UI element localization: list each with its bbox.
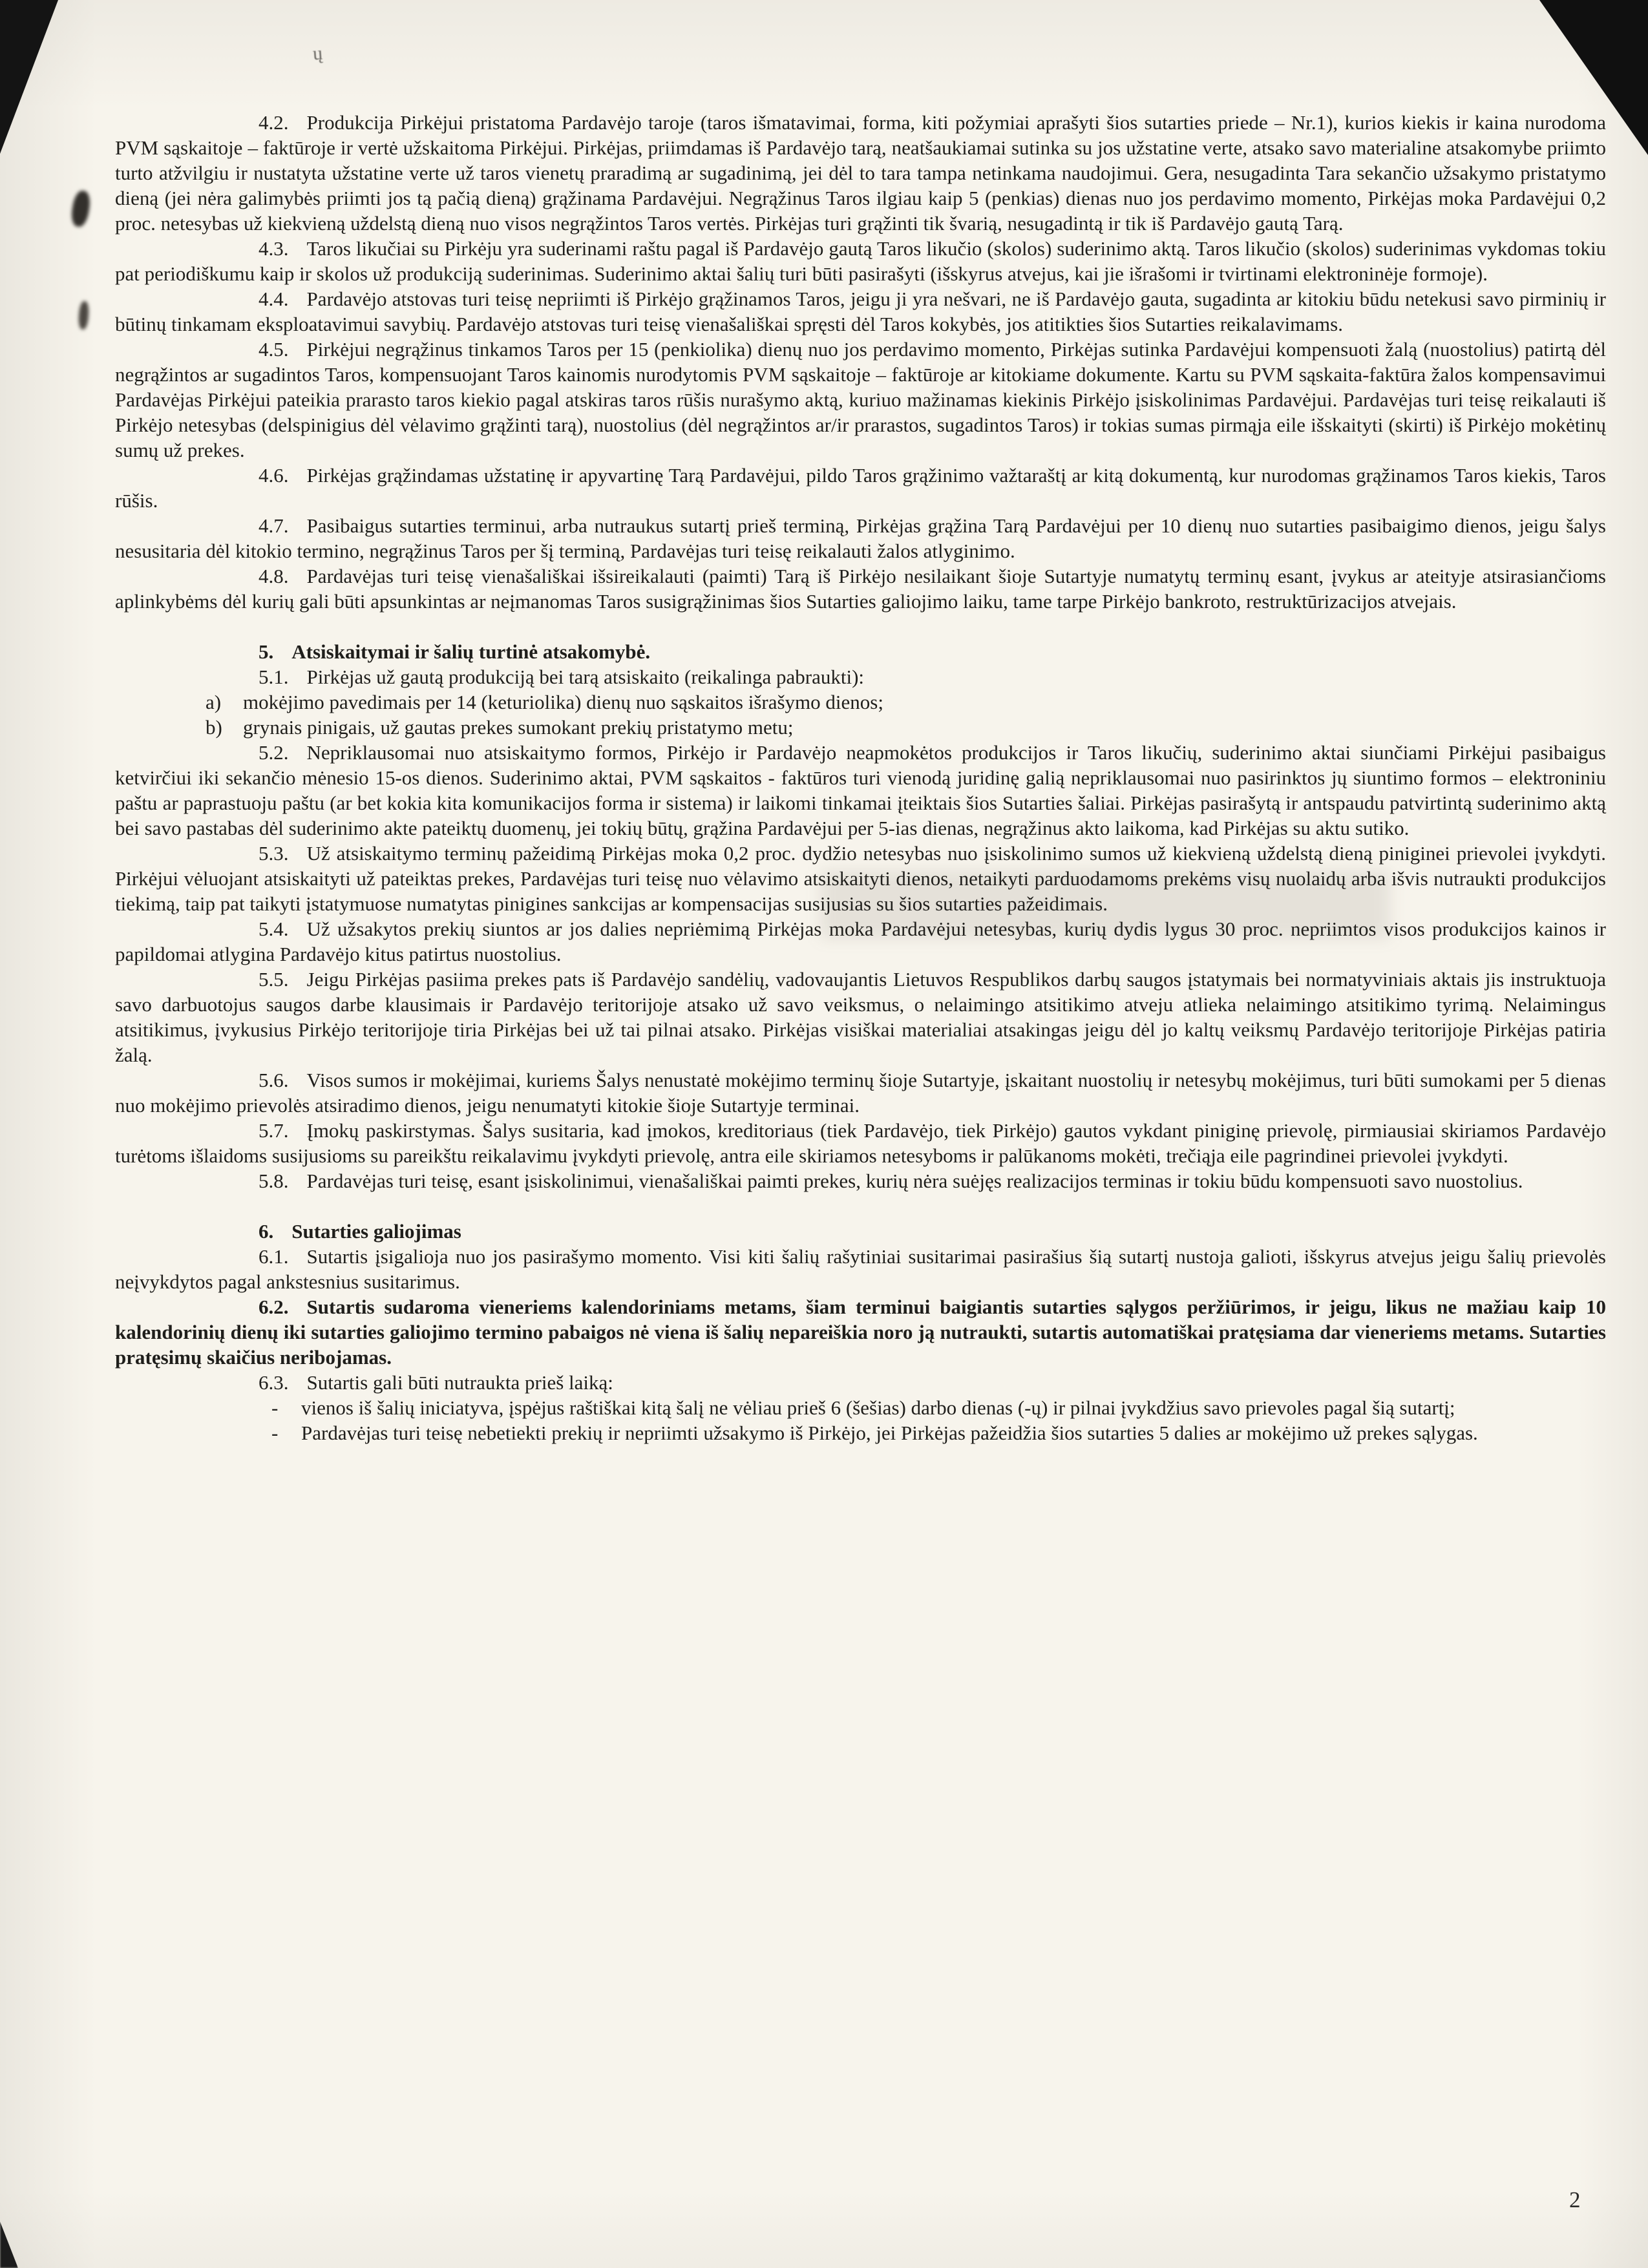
clause-4-8 [115, 563, 1606, 614]
clause-5-8 [115, 1168, 1606, 1193]
payment-option-a [206, 689, 1606, 715]
clause-number: 5.8. [259, 1170, 289, 1192]
clause-5-3 [115, 841, 1606, 916]
clause-text: Jeigu Pirkėjas pasiima prekes pats iš Pardavėjo sandėlių, vadovaujantis Lietuvos Respublikos darbų saugos įstatymais bei normatyviniais aktais jis instruktuoja savo darbuotojus saugos darbe klausimais ir Pardavėjo teritorijoje atsako už savo veiksmus, o nelaimingo atsitikimo atveju atlieka nelaimingo atsitikimo tyrimą. Nelaimingus atsitikimus, įvykusius Pirkėjo teritorijoje tiria Pirkėjas bei už tai pilnai atsako. Pirkėjas visiškai materialiai atsakingas jeigu dėl jo kaltų veiksmų Pardavėjo teritorijoje Pirkėjas patiria žalą. [115, 968, 1606, 1066]
list-marker: - [271, 1396, 279, 1419]
clause-number: 4.5. [259, 338, 289, 361]
clause-4-6 [115, 463, 1606, 513]
section-number: 6. [259, 1220, 274, 1243]
clause-5-7 [115, 1118, 1606, 1168]
clause-text: Visos sumos ir mokėjimai, kuriems Šalys nenustatė mokėjimo terminų šioje Sutartyje, įskaitant nuostolių ir netesybų mokėjimus, turi būti sumokami per 5 dienas nuo mokėjimo prievolės atsiradimo dienos, jeigu nenumatyti kitokie šioje Sutartyje terminai. [115, 1069, 1606, 1117]
clause-text: Nepriklausomai nuo atsiskaitymo formos, Pirkėjo ir Pardavėjo neapmokėtos produkcijos ir Taros likučių, suderinimo aktai siunčiami Pirkėjui pasibaigus ketvirčiui iki sekančio mėnesio 15-os dienos. Suderinimo aktai, PVM sąskaitos - faktūros turi vienodą juridinę galią nepriklausomai nuo pasirinktos jų siuntimo formos – elektroniniu paštu ar paprastuoju paštu (ar bet kokia kita komunikacijos forma ir sistema) ir laikomi tinkamai įteiktais šios Sutarties šaliai. Pirkėjas pasirašytą ir antspaudu patvirtintą suderinimo aktą bei savo pastabas dėl suderinimo akte pateiktų duomenų, jei tokių būtų, grąžina Pardavėjui per 5-ias dienas, negrąžinus akto laikoma, kad Pirkėjas su aktu sutiko. [115, 741, 1606, 839]
clause-5-5 [115, 967, 1606, 1067]
clause-number: 4.3. [259, 237, 289, 260]
termination-condition-1 [271, 1395, 1606, 1420]
clause-number: 4.4. [259, 288, 289, 310]
section-title: Atsiskaitymai ir šalių turtinė atsakomybė. [291, 640, 651, 663]
clause-number: 4.7. [259, 514, 289, 537]
scan-artifact-smudge [78, 301, 89, 330]
clause-text: Taros likučiai su Pirkėju yra suderinami raštu pagal iš Pardavėjo gautą Taros likučio (skolos) suderinimo aktą. Taros likučio (skolos) suderinimas vykdomas tokiu pat periodiškumu kaip ir skolos už produkciją suderinimas. Suderinimo aktai šalių turi būti pasirašyti (išskyrus atvejus, kai jie išrašomi ir tvirtinami elektroninėje formoje). [115, 237, 1606, 285]
clause-number: 4.6. [259, 464, 289, 487]
list-marker: b) [206, 716, 222, 739]
list-item-text: Pardavėjas turi teisę nebetiekti prekių ir nepriimti užsakymo iš Pirkėjo, jei Pirkėjas pažeidžia šios sutarties 5 dalies ar mokėjimo už prekes sąlygas. [301, 1422, 1478, 1444]
clause-number: 5.2. [259, 741, 289, 764]
section-number: 5. [259, 640, 274, 663]
clause-4-5 [115, 337, 1606, 463]
clause-4-7 [115, 513, 1606, 563]
clause-number: 5.7. [259, 1119, 289, 1142]
list-item-text: mokėjimo pavedimais per 14 (keturiolika) dienų nuo sąskaitos išrašymo dienos; [243, 691, 883, 713]
clause-text: Pardavėjas turi teisę vienašališkai išsireikalauti (paimti) Tarą iš Pirkėjo nesilaikant šioje Sutartyje numatytų terminų esant, įvykus ar ateityje atsirasiančioms aplinkybėms dėl kurių gali būti apsunkintas ar neįmanomas Taros susigrąžinimas šios Sutarties galiojimo laiku, tame tarpe Pirkėjo bankroto, restruktūrizacijos atvejais. [115, 565, 1606, 613]
clause-text: Įmokų paskirstymas. Šalys susitaria, kad įmokos, kreditoriaus (tiek Pardavėjo, tiek Pirkėjo) gautos vykdant piniginę prievolę, pirmiausiai skiriamos Pardavėjo turėtoms išlaidoms susijusioms su pareikštu reikalavimu įvykdyti prievolę, antra eile skiriamos netesyboms ir palūkanoms mokėti, trečiąja eile pagrindinei prievolei įvykdyti. [115, 1119, 1606, 1167]
clause-5-4 [115, 916, 1606, 967]
clause-text: Produkcija Pirkėjui pristatoma Pardavėjo taroje (taros išmatavimai, forma, kiti požymiai aprašyti šios sutarties priede – Nr.1), kurios kiekis ir kaina nurodoma PVM sąskaitoje – faktūroje ir vertė užskaitoma Pirkėjui. Pirkėjas, priimdamas iš Pardavėjo tarą, neatšaukiamai sutinka su jos užstatine verte, atsako savo materialine atsakomybe priimto turto atžvilgiu ir nustatyta užstatine verte už taros vienetų praradimą ar sugadinimą, jei dėl to tara tampa netinkama naudojimui. Gera, nesugadinta Tara sekančio užsakymo pristatymo dieną (jei nėra galimybės priimti jos tą pačią dieną) grąžinama Pardavėjui. Negrąžinus Taros ilgiau kaip 5 (penkias) dienas nuo jos perdavimo momento, Pirkėjas moka Pardavėjui 0,2 proc. netesybas už kiekvieną uždelstą dieną nuo visos negrąžintos Taros vertės. Pirkėjas turi grąžinti tik švarią, nesugadintą ir tik iš Pardavėjo gautą Tarą. [115, 111, 1606, 235]
clause-text: Pirkėjas už gautą produkciją bei tarą atsiskaito (reikalinga pabraukti): [306, 666, 865, 688]
clause-number: 6.3. [259, 1371, 289, 1394]
section-heading-5 [115, 639, 1606, 664]
clause-6-3 [115, 1370, 1606, 1395]
contract-body [115, 110, 1606, 1445]
clause-4-3 [115, 236, 1606, 286]
section-title: Sutarties galiojimas [291, 1220, 461, 1243]
clause-text: Pasibaigus sutarties terminui, arba nutraukus sutartį prieš terminą, Pirkėjas grąžina Tarą Pardavėjui per 10 dienų nuo sutarties pasibaigimo dienos, jeigu šalys nesusitaria dėl kitokio termino, negrąžinus Taros per šį terminą, Pardavėjas turi teisę reikalauti žalos atlyginimo. [115, 514, 1606, 562]
list-item-text: grynais pinigais, už gautas prekes sumokant prekių pristatymo metu; [243, 716, 794, 739]
page-number: 2 [1569, 2187, 1581, 2212]
list-item-text: vienos iš šalių iniciatyva, įspėjus raštiškai kitą šalį ne vėliau prieš 6 (šešias) darbo dienas (-ų) ir pilnai įvykdžius savo prievoles pagal šią sutartį; [301, 1396, 1455, 1419]
clause-number: 5.4. [259, 918, 289, 940]
clause-5-2 [115, 740, 1606, 841]
clause-6-1 [115, 1244, 1606, 1294]
clause-5-1 [115, 664, 1606, 689]
termination-condition-2 [271, 1420, 1606, 1445]
list-marker: a) [206, 691, 222, 713]
clause-text: Pirkėjui negrąžinus tinkamos Taros per 15 (penkiolika) dienų nuo jos perdavimo momento, Pirkėjas sutinka Pardavėjui kompensuoti žalą (nuostolius) patirtą dėl negrąžintos ar sugadintos Taros, kompensuojant Taros kainomis nurodytomis PVM sąskaitoje – faktūroje ar kitokiame dokumente. Kartu su PVM sąskaita-faktūra žalos kompensavimui Pardavėjas Pirkėjui pateikia prarasto taros kiekio pagal atskiras taros rūšis nurašymo aktą, kuriuo mažinamas kiekinis Pirkėjo įsiskolinimas Pardavėjui. Pardavėjas turi teisę reikalauti iš Pirkėjo netesybas (delspinigius dėl vėlavimo grąžinti tarą), nuostolius (dėl negrąžintos ar/ir prarastos, sugadintos Taros) ir tokias sumas pirmąja eile išskaityti (skirti) iš Pirkėjo mokėtinų sumų už prekes. [115, 338, 1606, 461]
clause-number: 6.2. [259, 1296, 289, 1318]
clause-text: Už užsakytos prekių siuntos ar jos dalies nepriėmimą Pirkėjas moka Pardavėjui netesybas, kurių dydis lygus 30 proc. nepriimtos visos produkcijos kainos ir papildomai atlygina Pardavėjo kitus patirtus nuostolius. [115, 918, 1606, 965]
clause-number: 4.2. [259, 111, 289, 134]
clause-number: 5.6. [259, 1069, 289, 1091]
clause-6-2 [115, 1294, 1606, 1370]
clause-4-4 [115, 286, 1606, 337]
scan-artifact-corner-bottom-left [0, 2221, 18, 2268]
scan-artifact-glyph: ų [312, 42, 324, 65]
clause-number: 5.3. [259, 842, 289, 865]
clause-number: 5.1. [259, 666, 289, 688]
clause-text: Sutartis gali būti nutraukta prieš laiką: [306, 1371, 613, 1394]
list-marker: - [271, 1422, 279, 1444]
clause-text: Pirkėjas grąžindamas užstatinę ir apyvartinę Tarą Pardavėjui, pildo Taros grąžinimo važtaraštį ar kitą dokumentą, kur nurodomas grąžinamos Taros kiekis, Taros rūšis. [115, 464, 1606, 512]
clause-number: 6.1. [259, 1245, 289, 1268]
clause-text: Už atsiskaitymo terminų pažeidimą Pirkėjas moka 0,2 proc. dydžio netesybas nuo įsiskolinimo sumos už kiekvieną uždelstą dieną piniginei prievolei įvykdyti. Pirkėjui vėluojant atsiskaityti už pateiktas prekes, Pardavėjas turi teisę nuo vėlavimo atsiskaityti dienos, netaikyti parduodamoms prekėms visų nuolaidų arba išvis nutraukti produkcijos tiekimą, taip pat taikyti įstatymuose numatytas pinigines sankcijas ar kompensacijas susijusias su šios sutarties pažeidimais. [115, 842, 1606, 915]
section-heading-6 [115, 1219, 1606, 1244]
clause-4-2 [115, 110, 1606, 236]
payment-option-b [206, 715, 1606, 740]
clause-text: Pardavėjas turi teisę, esant įsiskolinimui, vienašališkai paimti prekes, kurių nėra suėjęs realizacijos terminas ir tokiu būdu kompensuoti savo nuostolius. [306, 1170, 1523, 1192]
clause-text: Sutartis sudaroma vieneriems kalendoriniams metams, šiam terminui baigiantis sutarties sąlygos peržiūrimos, ir jeigu, likus ne mažiau kaip 10 kalendorinių dienų iki sutarties galiojimo termino pabaigos nė viena iš šalių nepareiškia noro ją nutraukti, sutartis automatiškai pratęsiama dar vieneriems metams. Sutarties pratęsimų skaičius neribojamas. [115, 1296, 1606, 1369]
scan-artifact-smudge [70, 189, 92, 227]
clause-number: 5.5. [259, 968, 289, 991]
clause-number: 4.8. [259, 565, 289, 587]
clause-5-6 [115, 1067, 1606, 1118]
scan-artifact-corner-top-left [0, 0, 58, 154]
clause-text: Sutartis įsigalioja nuo jos pasirašymo momento. Visi kiti šalių rašytiniai susitarimai pasirašius šią sutartį nustoja galioti, išskyrus atvejus jeigu šalių prievolės neįvykdytos pagal ankstesnius susitarimus. [115, 1245, 1606, 1293]
clause-text: Pardavėjo atstovas turi teisę nepriimti iš Pirkėjo grąžinamos Taros, jeigu ji yra nešvari, ne iš Pardavėjo gauta, sugadinta ar kitokiu būdu netekusi savo pirminių ir būtinų tinkamam eksploatavimui savybių. Pardavėjo atstovas turi teisę vienašališkai spręsti dėl Taros kokybės, jos atitikties šios Sutarties reikalavimams. [115, 288, 1606, 335]
